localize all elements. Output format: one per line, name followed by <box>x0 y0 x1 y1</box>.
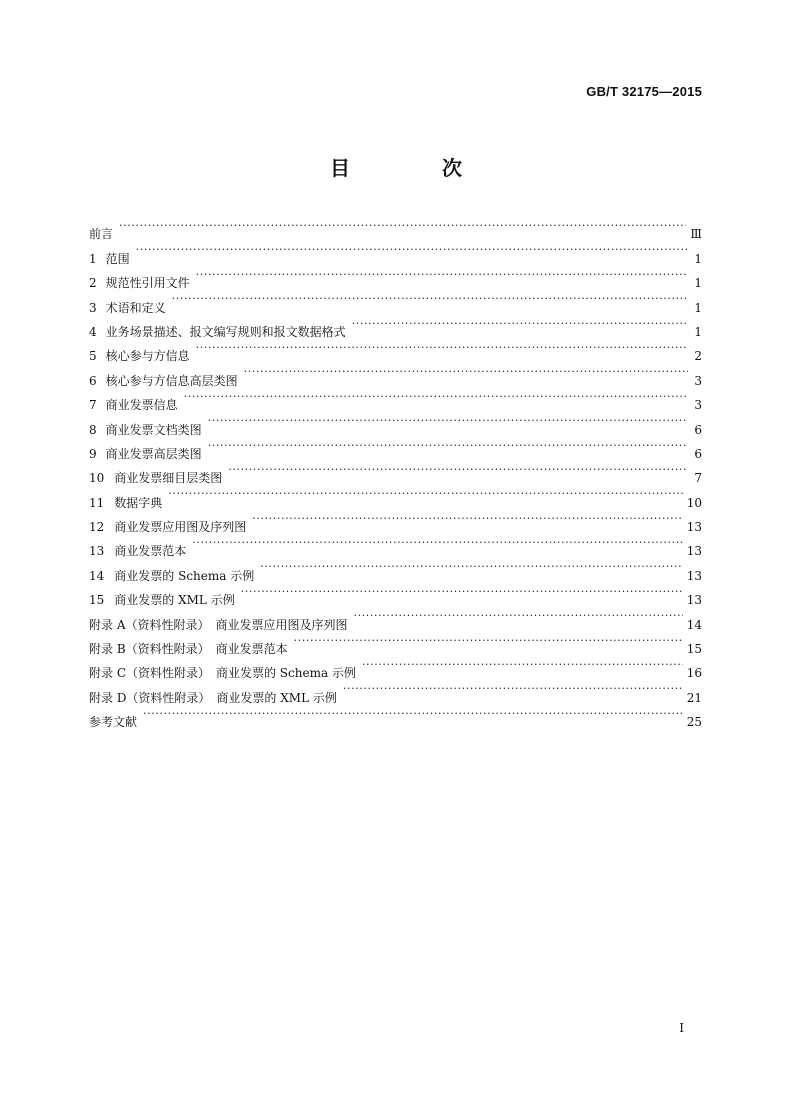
toc-dot-leader <box>260 555 683 579</box>
toc-entry-page: 1 <box>694 276 702 291</box>
toc-title: 目 次 <box>330 156 498 180</box>
toc-entry-number: 3 <box>89 300 97 315</box>
toc-dot-leader <box>353 604 682 628</box>
page-number: I <box>679 1021 684 1035</box>
toc-dot-leader <box>208 409 688 433</box>
toc-dot-leader <box>294 629 683 653</box>
toc-entry-page: Ⅲ <box>690 227 702 242</box>
toc-entry-page: 15 <box>686 642 702 657</box>
toc-entry-title: 附录 A（资料性附录） 商业发票应用图及序列图 <box>89 617 348 632</box>
toc-entry-number: 8 <box>89 422 97 437</box>
toc-dot-leader <box>143 702 683 726</box>
toc-entry-page: 16 <box>686 666 702 681</box>
toc-entry-page: 13 <box>686 520 702 535</box>
toc-entry-title: 商业发票范本 <box>114 544 187 559</box>
toc-dot-leader <box>136 238 688 262</box>
toc-dot-leader <box>244 360 688 384</box>
toc-entry-page: 13 <box>686 568 702 583</box>
toc-entry-title: 核心参与方信息 <box>105 349 190 364</box>
toc-entry-title: 商业发票的 XML 示例 <box>114 593 235 608</box>
toc-dot-leader <box>196 263 688 287</box>
toc-entry-page: 2 <box>694 349 702 364</box>
toc-entry-page: 21 <box>686 690 702 705</box>
toc-entry[interactable] <box>89 214 702 242</box>
toc-entry-title: 商业发票信息 <box>105 398 178 413</box>
toc-dot-leader <box>208 434 688 458</box>
toc-dot-leader <box>184 385 688 409</box>
toc-entry-title: 业务场景描述、报文编写规则和报文数据格式 <box>105 324 346 339</box>
toc-entry-title: 商业发票高层类图 <box>105 446 202 461</box>
toc-entry-number: 14 <box>89 568 105 583</box>
toc-entry[interactable] <box>89 482 702 510</box>
toc-entry-page: 3 <box>694 398 702 413</box>
toc-entry[interactable] <box>89 507 702 535</box>
toc-dot-leader <box>252 507 682 531</box>
toc-dot-leader <box>168 482 682 506</box>
toc-entry-number: 4 <box>89 324 97 339</box>
toc-entry-page: 1 <box>694 300 702 315</box>
toc-dot-leader <box>241 580 683 604</box>
toc-entry-title: 附录 B（资料性附录） 商业发票范本 <box>89 642 288 657</box>
toc-entry[interactable] <box>89 312 702 339</box>
toc-entry-title: 商业发票应用图及序列图 <box>114 520 247 535</box>
toc-dot-leader <box>119 214 686 238</box>
toc-entry-title: 商业发票细目层类图 <box>114 471 223 486</box>
toc-entry-page: 3 <box>694 373 702 388</box>
toc-entry-page: 13 <box>686 544 702 559</box>
toc-entry-number: 11 <box>89 495 105 510</box>
toc-entry-number: 2 <box>89 276 97 291</box>
toc-entry-number: 1 <box>89 251 97 266</box>
toc-entry-title: 术语和定义 <box>105 300 166 315</box>
toc-entry[interactable] <box>89 263 702 291</box>
toc-dot-leader <box>343 677 683 701</box>
toc-dot-leader <box>228 458 688 482</box>
toc-entry-number: 13 <box>89 544 105 559</box>
toc-entry-page: 25 <box>686 715 702 730</box>
toc-dot-leader <box>196 336 688 360</box>
toc-entry-page: 7 <box>694 471 702 486</box>
toc-entry-number: 6 <box>89 373 97 388</box>
toc-entry-page: 1 <box>694 251 702 266</box>
toc-dot-leader <box>352 312 688 336</box>
toc-dot-leader <box>362 653 683 677</box>
toc-entry-page: 1 <box>694 324 702 339</box>
toc-entry-title: 核心参与方信息高层类图 <box>105 373 238 388</box>
toc-entry-page: 14 <box>686 617 702 632</box>
toc-entry-title: 附录 D（资料性附录） 商业发票的 XML 示例 <box>89 690 337 705</box>
toc-entry-title: 商业发票的 Schema 示例 <box>114 568 255 583</box>
toc-dot-leader <box>172 287 688 311</box>
toc-dot-leader <box>192 531 682 555</box>
toc-entry-title: 附录 C（资料性附录） 商业发票的 Schema 示例 <box>89 666 356 681</box>
toc-entry-number: 9 <box>89 446 97 461</box>
toc-entry[interactable] <box>89 287 702 315</box>
standard-number: GB/T 32175—2015 <box>586 84 702 99</box>
toc-entry-number: 7 <box>89 398 97 413</box>
toc-entry-number: 5 <box>89 349 97 364</box>
toc-entry-title: 规范性引用文件 <box>105 276 190 291</box>
toc-entry-page: 6 <box>694 446 702 461</box>
toc-entry-number: 12 <box>89 520 105 535</box>
toc-entry-number: 10 <box>89 471 105 486</box>
toc-entry-title: 范围 <box>105 251 130 266</box>
toc-entry-title: 前言 <box>89 227 114 242</box>
toc-entry[interactable] <box>89 238 702 266</box>
toc-entry-page: 13 <box>686 593 702 608</box>
toc-entry-title: 参考文献 <box>89 715 138 730</box>
toc-entry-page: 6 <box>694 422 702 437</box>
toc-entry[interactable] <box>89 409 702 437</box>
toc-entry[interactable] <box>89 702 702 730</box>
toc-entry-number: 15 <box>89 593 105 608</box>
table-of-contents <box>89 214 702 730</box>
toc-entry-title: 商业发票文档类图 <box>105 422 202 437</box>
toc-entry-page: 10 <box>686 495 702 510</box>
toc-entry-title: 数据字典 <box>114 495 163 510</box>
